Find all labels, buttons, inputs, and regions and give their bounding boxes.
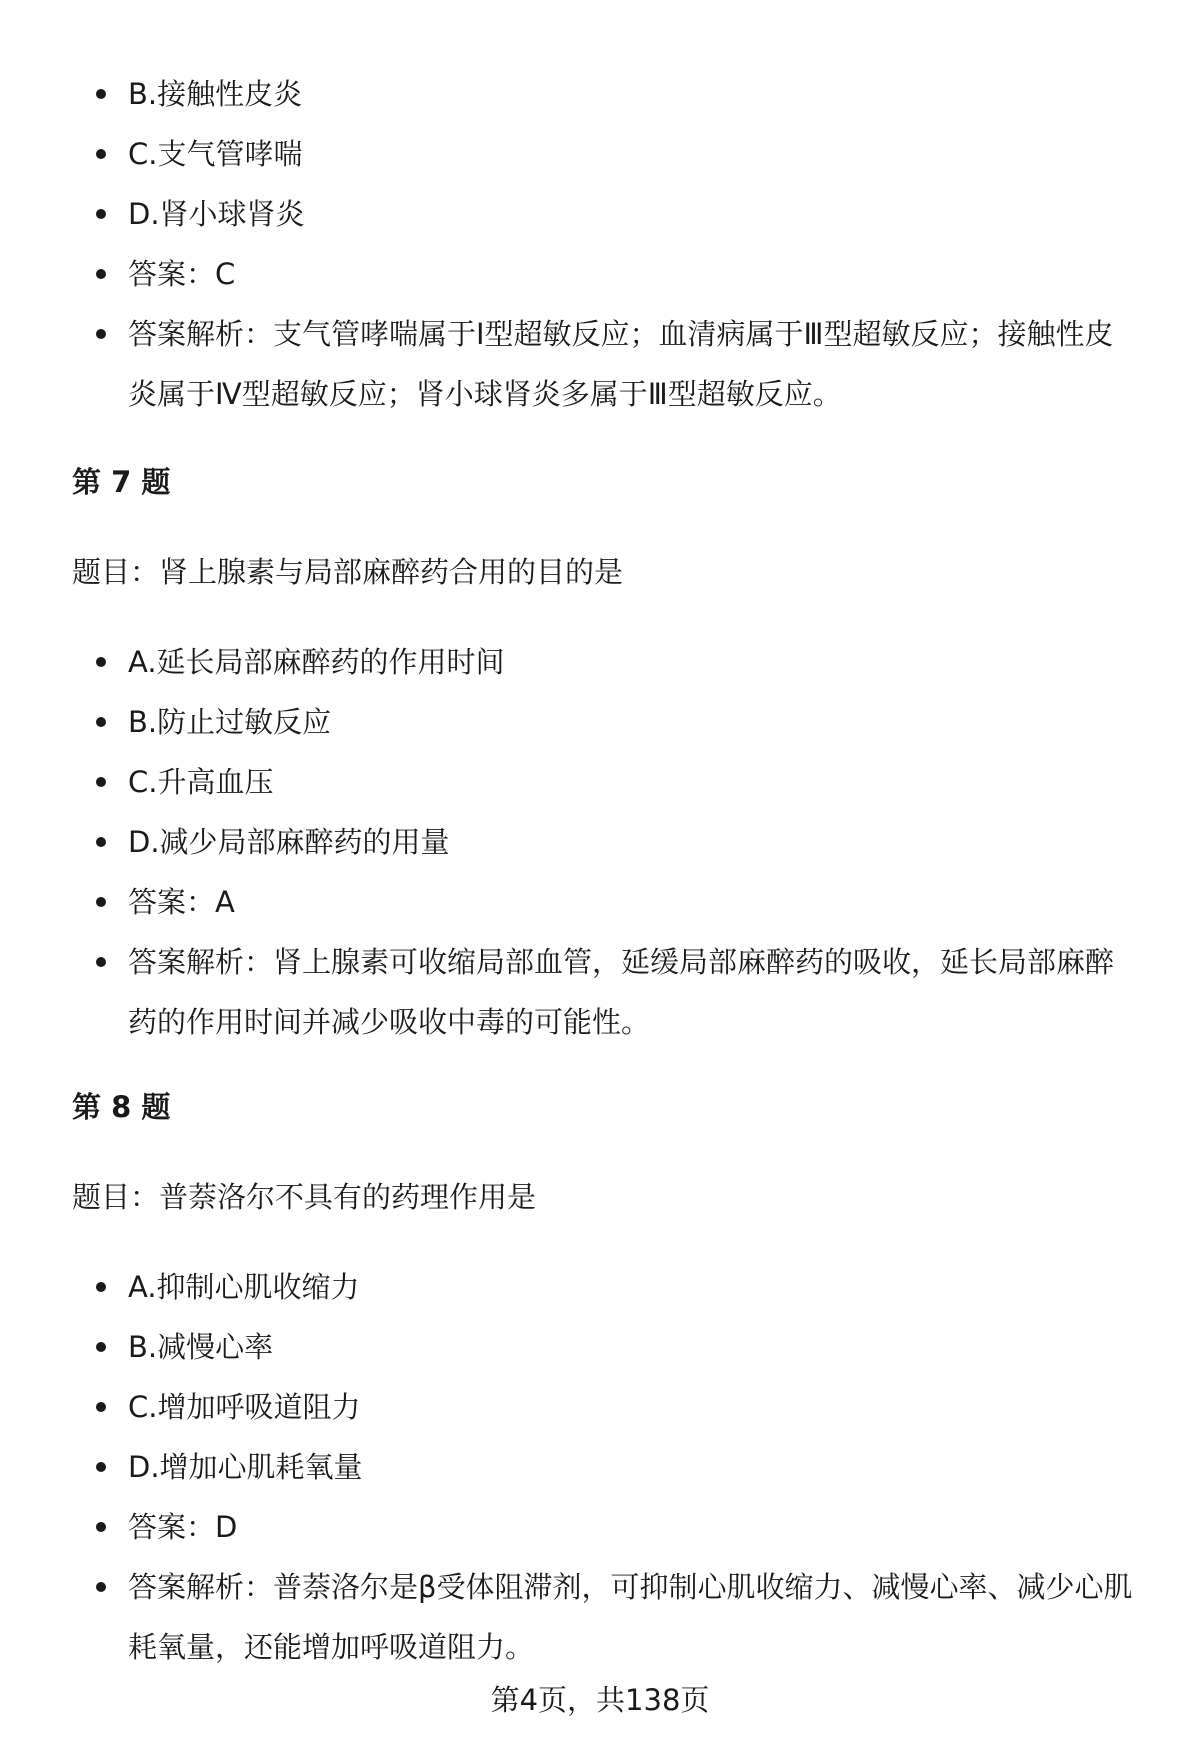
option-item: D.减少局部麻醉药的用量 [0, 812, 1200, 872]
analysis-item: 答案解析：普萘洛尔是β受体阻滞剂，可抑制心肌收缩力、减慢心率、减少心肌耗氧量，还能增加呼吸道阻力。 [0, 1557, 1200, 1677]
question-7-body [0, 632, 1200, 1052]
page-indicator: 第4页，共138页 [490, 1683, 710, 1717]
option-item: C.支气管哮喘 [0, 124, 1200, 184]
analysis-item: 答案解析：支气管哮喘属于Ⅰ型超敏反应；血清病属于Ⅲ型超敏反应；接触性皮炎属于Ⅳ型超敏反应；肾小球肾炎多属于Ⅲ型超敏反应。 [0, 304, 1200, 424]
question-8-heading: 第 8 题 [72, 1090, 171, 1124]
answer-item: 答案：A [0, 872, 1200, 932]
question-6-tail [0, 64, 1200, 424]
option-item: D.增加心肌耗氧量 [0, 1437, 1200, 1497]
option-item: A.延长局部麻醉药的作用时间 [0, 632, 1200, 692]
option-item: D.肾小球肾炎 [0, 184, 1200, 244]
answer-item: 答案：D [0, 1497, 1200, 1557]
question-8-body [0, 1257, 1200, 1677]
question-8-options [0, 1257, 1200, 1677]
option-item: C.升高血压 [0, 752, 1200, 812]
question-7-stem: 题目：肾上腺素与局部麻醉药合用的目的是 [72, 555, 624, 589]
answer-item: 答案：C [0, 244, 1200, 304]
option-item: C.增加呼吸道阻力 [0, 1377, 1200, 1437]
question-6-options [0, 64, 1200, 424]
option-item: A.抑制心肌收缩力 [0, 1257, 1200, 1317]
question-8-stem: 题目：普萘洛尔不具有的药理作用是 [72, 1180, 537, 1214]
question-7-heading: 第 7 题 [72, 465, 171, 499]
option-item: B.接触性皮炎 [0, 64, 1200, 124]
analysis-item: 答案解析：肾上腺素可收缩局部血管，延缓局部麻醉药的吸收，延长局部麻醉药的作用时间并减少吸收中毒的可能性。 [0, 932, 1200, 1052]
option-item: B.减慢心率 [0, 1317, 1200, 1377]
option-item: B.防止过敏反应 [0, 692, 1200, 752]
question-7-options [0, 632, 1200, 1052]
